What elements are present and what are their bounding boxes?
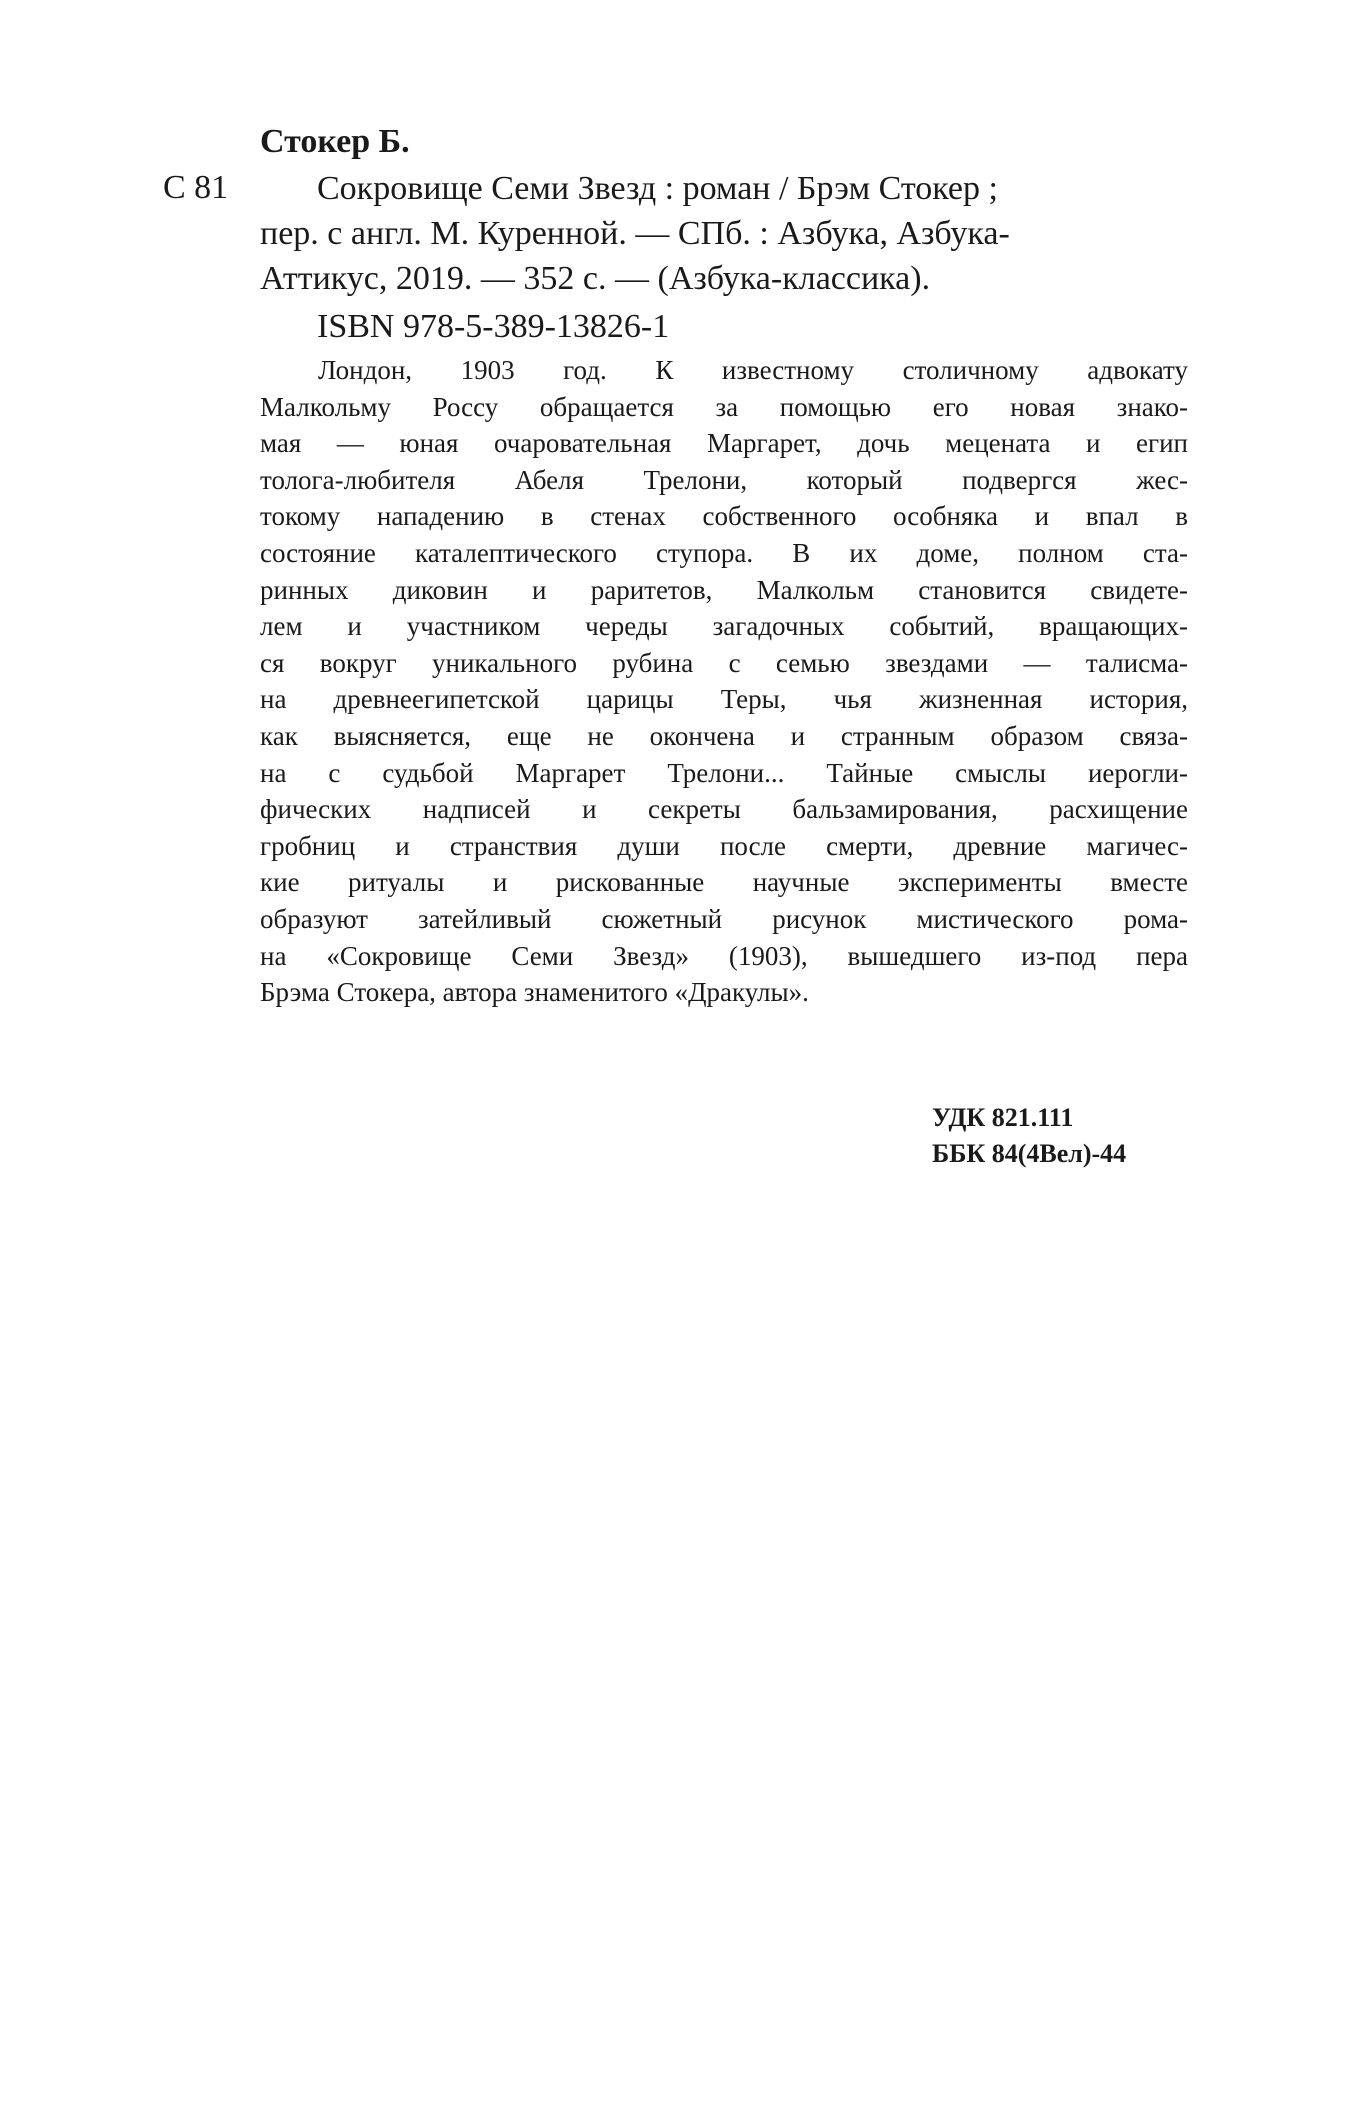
annotation-line: образуют затейливый сюжетный рисунок мистического рома-: [260, 903, 1188, 934]
annotation-line: толога-любителя Абеля Трелони, который подвергся жес-: [260, 464, 1188, 495]
annotation-line: мая — юная очаровательная Маргарет, дочь мецената и егип: [260, 428, 1188, 459]
annotation-line: как выясняется, еще не окончена и странным образом связа-: [260, 720, 1188, 751]
annotation-line: лем и участником череды загадочных событий, вращающих-: [260, 611, 1188, 642]
udk-index: УДК 821.111: [932, 1103, 1074, 1132]
bbk-index: ББК 84(4Вел)-44: [932, 1139, 1127, 1168]
biblio-line: Аттикус, 2019. — 352 с. — (Азбука-классика).: [260, 260, 931, 297]
biblio-line: Сокровище Семи Звезд : роман / Брэм Стокер ;: [317, 170, 998, 207]
isbn: ISBN 978-5-389-13826-1: [317, 308, 670, 345]
annotation-line: кие ритуалы и рискованные научные эксперименты вместе: [260, 867, 1188, 898]
annotation-line: Брэма Стокера, автора знаменитого «Дракулы».: [260, 977, 809, 1008]
annotation-line: токому нападению в стенах собственного особняка и впал в: [260, 501, 1188, 532]
annotation-line: ринных диковин и раритетов, Малкольм становится свидете-: [260, 574, 1188, 605]
annotation-line: на древнеегипетской царицы Теры, чья жизненная история,: [260, 684, 1188, 715]
annotation-line: на с судьбой Маргарет Трелони... Тайные смыслы иерогли-: [260, 757, 1188, 788]
annotation-line: Малкольму Россу обращается за помощью его новая знако-: [260, 391, 1188, 422]
author-heading: Стокер Б.: [260, 123, 410, 160]
annotation: [260, 352, 1188, 1011]
annotation-line: гробниц и странствия души после смерти, древние магичес-: [260, 830, 1188, 861]
annotation-line: на «Сокровище Семи Звезд» (1903), вышедшего из-под пера: [260, 940, 1188, 971]
author-sign-code: С 81: [163, 169, 229, 206]
bibliographic-description: [260, 166, 1197, 301]
annotation-line: фических надписей и секреты бальзамирования, расхищение: [260, 794, 1188, 825]
annotation-line: ся вокруг уникального рубина с семью звездами — талисма-: [260, 647, 1188, 678]
annotation-line: состояние каталептического ступора. В их доме, полном ста-: [260, 537, 1188, 568]
annotation-line: Лондон, 1903 год. К известному столичному адвокату: [318, 355, 1188, 385]
classification-indexes: [932, 1100, 1126, 1172]
biblio-line: пер. с англ. М. Куренной. — СПб. : Азбука, Азбука-: [260, 215, 1010, 252]
